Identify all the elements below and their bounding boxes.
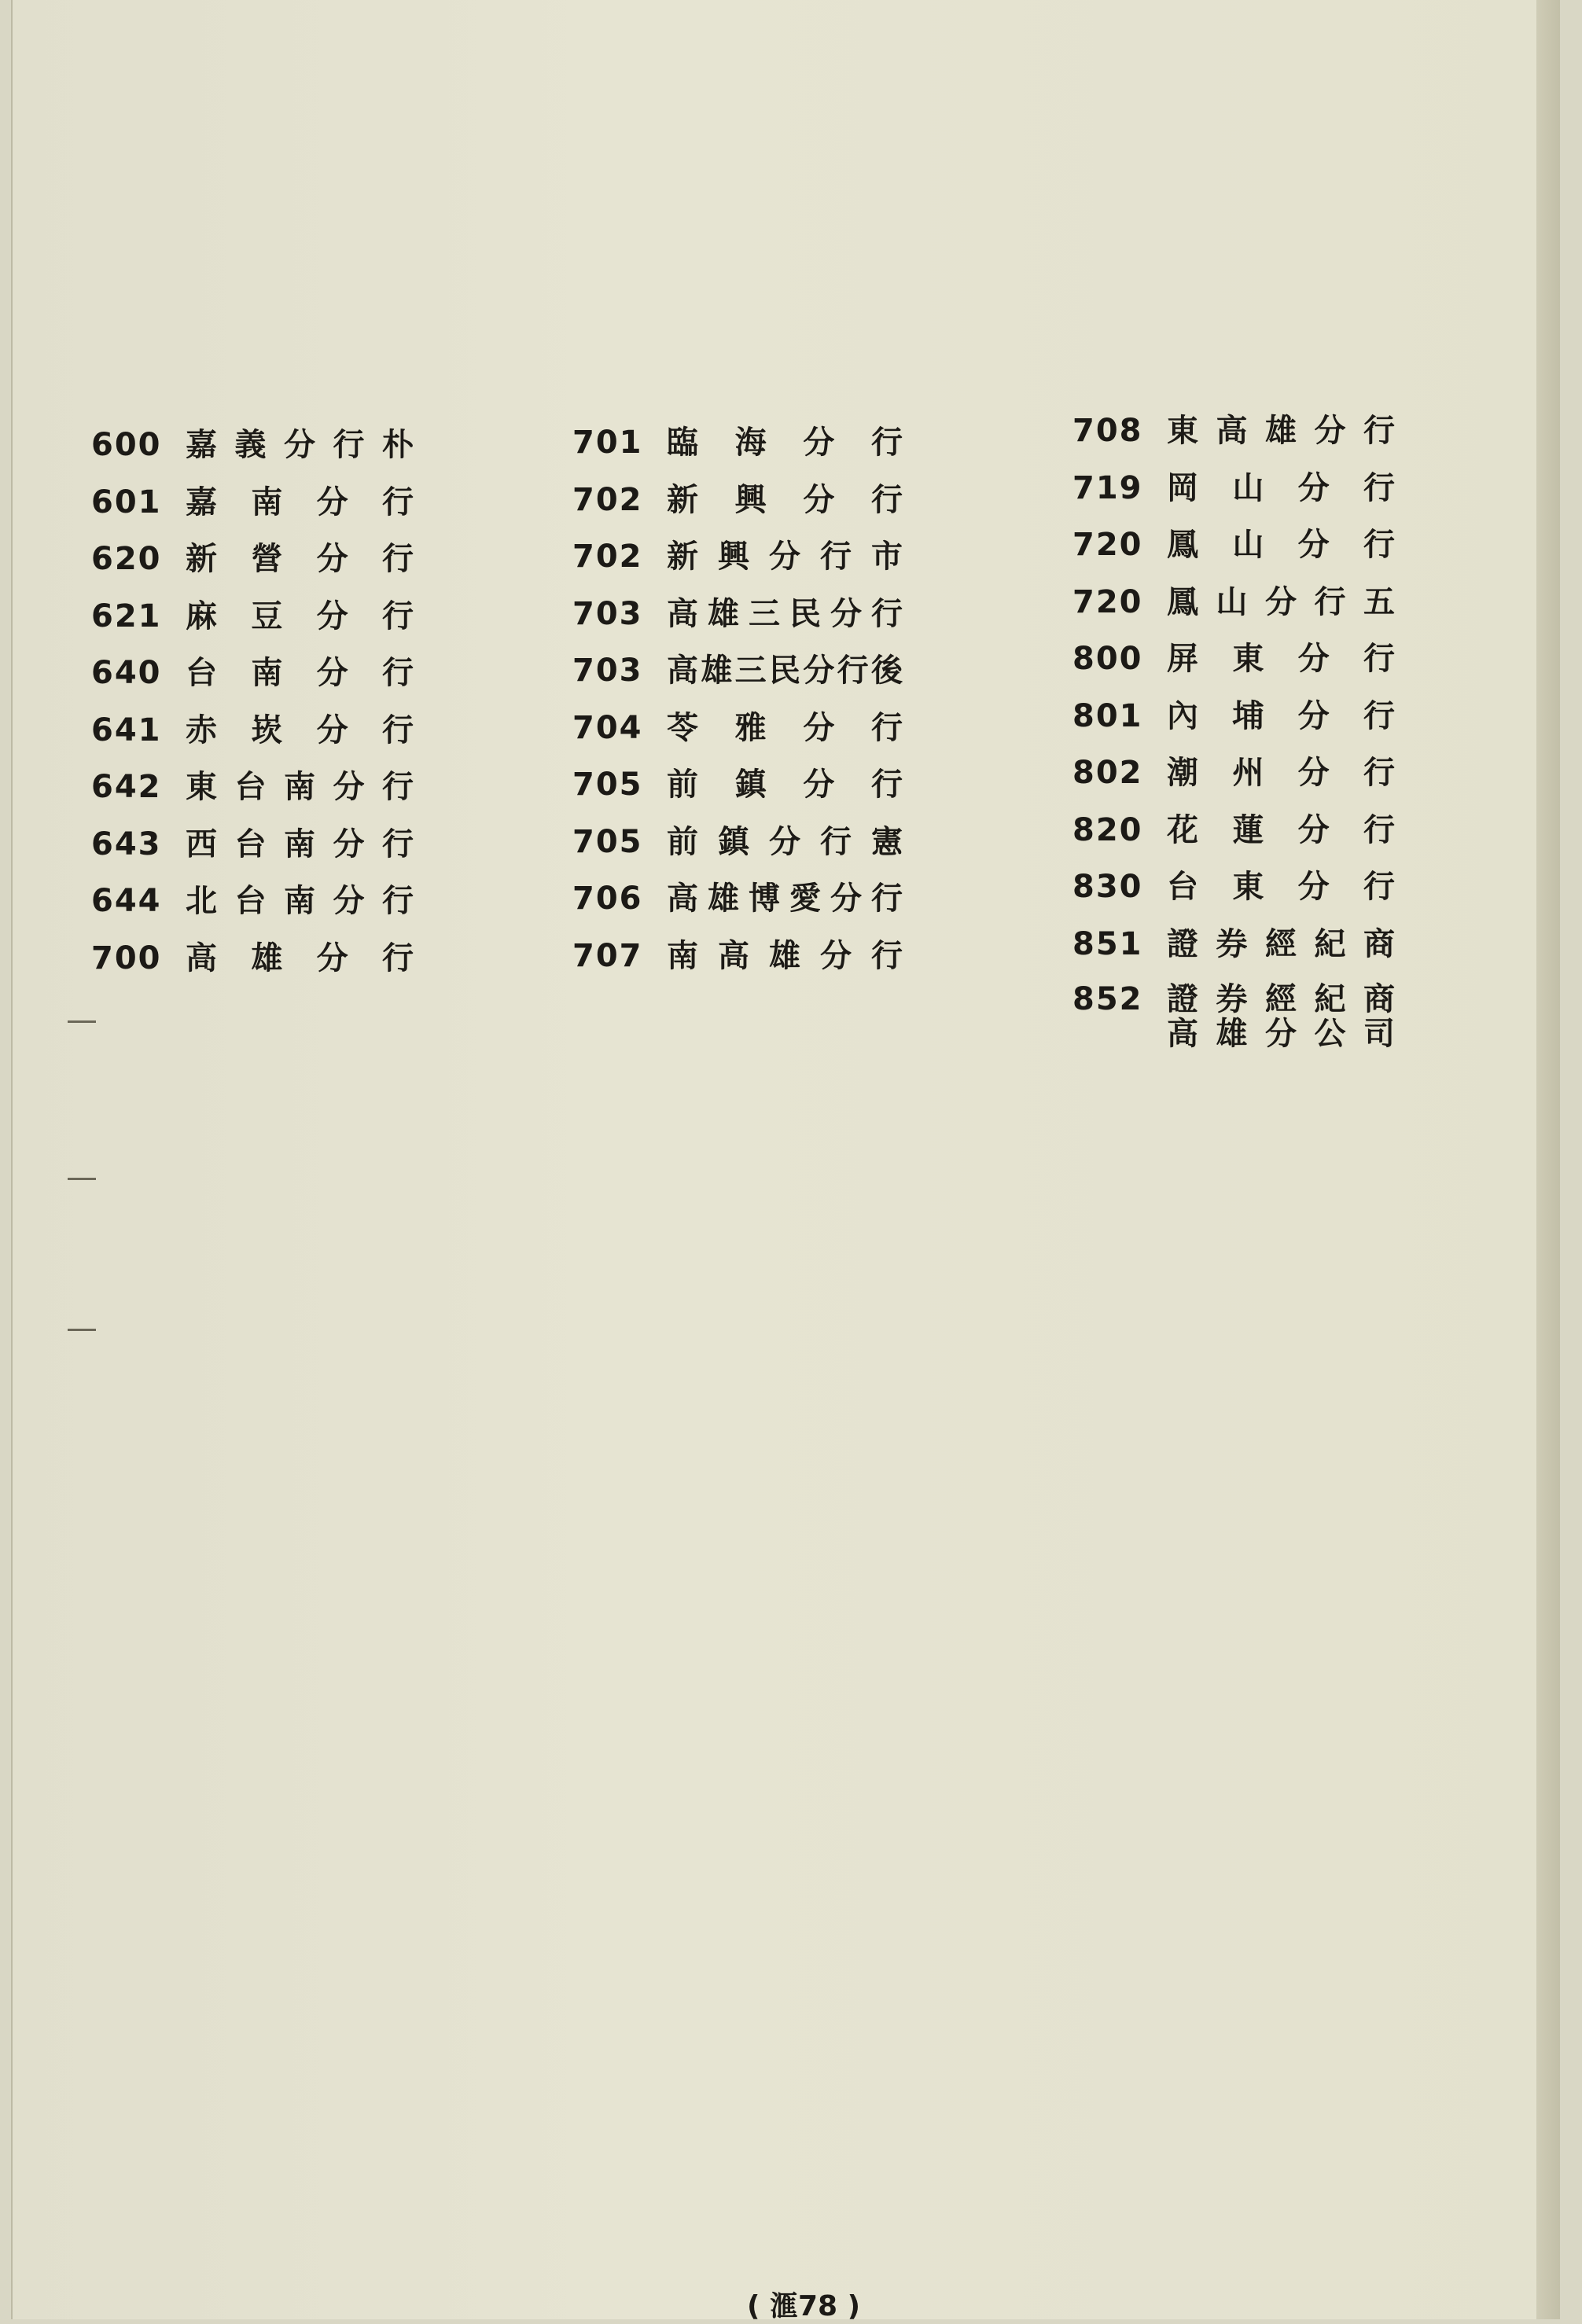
branch-code: 706 — [572, 881, 643, 917]
branch-entry — [572, 700, 903, 757]
branch-code: 620 — [91, 541, 162, 577]
branch-name: 西台南分行 — [186, 826, 414, 862]
branch-code: 702 — [572, 539, 643, 575]
branch-name: 花蓮分行 — [1167, 811, 1395, 848]
branch-entry — [91, 816, 414, 873]
branch-name: 證券經紀商 — [1167, 981, 1395, 1017]
branch-name: 台南分行 — [186, 655, 414, 691]
binding-mark — [68, 1020, 96, 1023]
branch-name: 東高雄分行 — [1167, 413, 1395, 449]
branch-name: 高雄博愛分行 — [667, 881, 903, 917]
branch-entry — [572, 814, 903, 871]
branch-entry — [1072, 517, 1395, 574]
branch-entry — [1072, 460, 1395, 517]
branch-entry — [91, 474, 414, 531]
branch-code: 705 — [572, 767, 643, 803]
branch-code: 700 — [91, 940, 162, 976]
branch-code: 720 — [1072, 527, 1143, 563]
branch-entry — [91, 873, 414, 930]
branch-entry — [91, 417, 414, 474]
branch-entry — [1072, 745, 1395, 802]
branch-name: 新興分行 — [667, 481, 903, 518]
bleed-through-text — [107, 991, 137, 1025]
branch-entry — [572, 928, 903, 985]
branch-code: 830 — [1072, 869, 1143, 905]
branch-code: 644 — [91, 883, 162, 919]
branch-entry — [91, 702, 414, 759]
branch-code: 600 — [91, 427, 162, 463]
branch-name-subline: 高雄分公司 — [1167, 1016, 1395, 1052]
branch-entry — [91, 588, 414, 645]
branch-entry — [1072, 973, 1395, 1061]
binding-mark — [68, 1178, 96, 1180]
branch-code: 705 — [572, 823, 643, 860]
branch-name: 鳳山分行 — [1167, 527, 1395, 563]
branch-code: 601 — [91, 484, 162, 520]
branch-code: 704 — [572, 709, 643, 746]
branch-code: 708 — [1072, 413, 1143, 449]
branch-entry — [91, 645, 414, 702]
branch-code: 640 — [91, 655, 162, 691]
branch-entry — [572, 586, 903, 643]
branch-entry — [572, 472, 903, 529]
branch-code: 802 — [1072, 755, 1143, 791]
branch-name: 高雄三民分行 — [667, 595, 903, 632]
branch-name: 嘉義分行朴 — [186, 427, 414, 463]
branch-name: 前鎮分行憲 — [667, 823, 903, 860]
branch-entry — [91, 531, 414, 588]
branch-entry — [1072, 688, 1395, 745]
branch-name: 苓雅分行 — [667, 709, 903, 746]
branch-code: 642 — [91, 769, 162, 805]
binding-mark — [68, 1329, 96, 1331]
branch-code: 643 — [91, 826, 162, 862]
branch-entry — [572, 642, 903, 700]
branch-entry — [91, 930, 414, 987]
branch-column-1 — [91, 417, 414, 987]
branch-name: 麻豆分行 — [186, 598, 414, 634]
page-number: ( 滙78 ) — [746, 2290, 861, 2322]
branch-code: 801 — [1072, 697, 1143, 734]
branch-name: 潮州分行 — [1167, 755, 1395, 791]
branch-name: 證券經紀商 — [1167, 925, 1395, 962]
branch-code: 720 — [1072, 583, 1143, 620]
branch-name: 岡山分行 — [1167, 469, 1395, 506]
branch-column-3 — [1072, 403, 1395, 1061]
branch-entry — [1072, 859, 1395, 916]
branch-entry — [1072, 574, 1395, 631]
page-edge — [1536, 0, 1560, 2319]
branch-name: 新營分行 — [186, 541, 414, 577]
branch-code: 719 — [1072, 469, 1143, 506]
document-page — [11, 0, 1560, 2322]
branch-entry — [572, 756, 903, 814]
branch-code: 851 — [1072, 925, 1143, 962]
branch-name: 內埔分行 — [1167, 697, 1395, 734]
branch-code: 621 — [91, 598, 162, 634]
branch-entry — [1072, 802, 1395, 859]
branch-name: 鳳山分行五 — [1167, 583, 1395, 620]
branch-entry — [1072, 631, 1395, 688]
branch-name: 台東分行 — [1167, 869, 1395, 905]
branch-code: 703 — [572, 595, 643, 632]
branch-code: 800 — [1072, 641, 1143, 677]
branch-entry — [91, 759, 414, 816]
branch-code: 702 — [572, 481, 643, 518]
branch-name: 北台南分行 — [186, 883, 414, 919]
branch-code: 701 — [572, 425, 643, 461]
branch-name: 東台南分行 — [186, 769, 414, 805]
branch-entry — [1072, 403, 1395, 460]
branch-code: 820 — [1072, 811, 1143, 848]
branch-name: 新興分行市 — [667, 539, 903, 575]
branch-entry — [572, 528, 903, 586]
branch-name: 高雄分行 — [186, 940, 414, 976]
branch-code: 641 — [91, 712, 162, 748]
branch-column-2 — [572, 414, 903, 984]
branch-name: 前鎮分行 — [667, 767, 903, 803]
branch-code: 703 — [572, 653, 643, 689]
branch-name: 屏東分行 — [1167, 641, 1395, 677]
branch-code: 707 — [572, 937, 643, 974]
branch-entry — [1072, 916, 1395, 973]
branch-name: 赤崁分行 — [186, 712, 414, 748]
branch-entry — [572, 870, 903, 928]
branch-code: 852 — [1072, 981, 1143, 1017]
branch-name: 高雄三民分行後 — [667, 653, 903, 689]
branch-entry — [572, 414, 903, 472]
branch-name: 南高雄分行 — [667, 937, 903, 974]
branch-name: 臨海分行 — [667, 425, 903, 461]
branch-name: 嘉南分行 — [186, 484, 414, 520]
